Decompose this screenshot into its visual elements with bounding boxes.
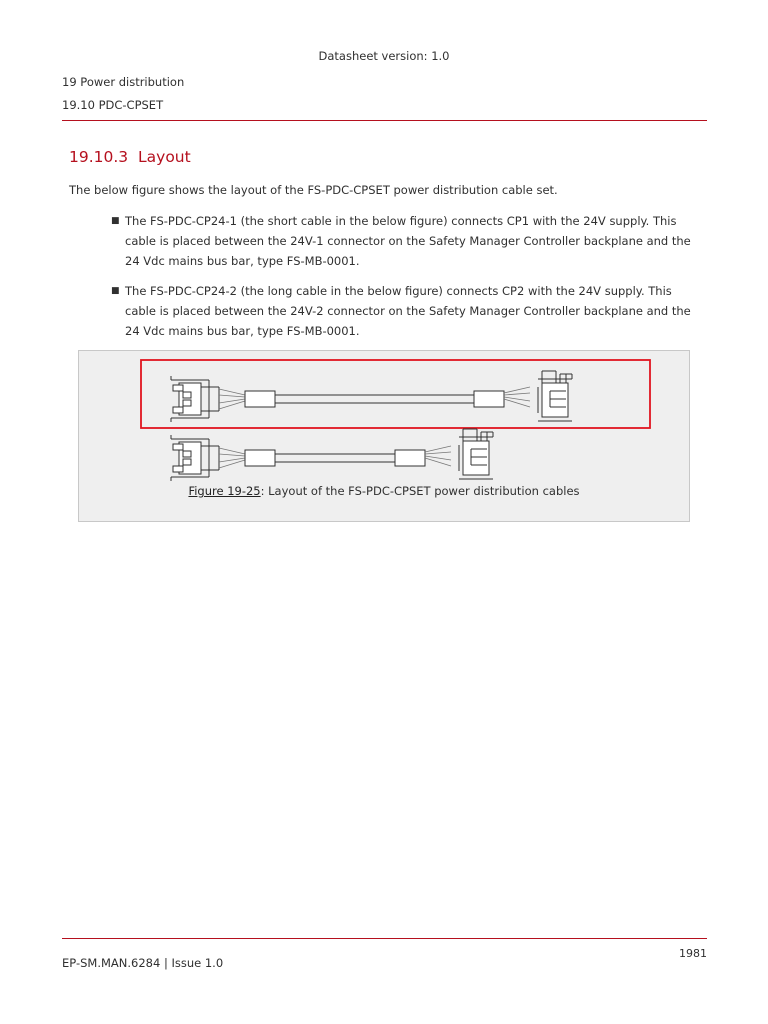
figure-caption-text: : Layout of the FS-PDC-CPSET power distribution cables (260, 484, 580, 498)
figure-caption-label[interactable]: Figure 19-25 (188, 484, 261, 498)
short-cable (171, 371, 572, 422)
list-item (110, 281, 700, 341)
intro-paragraph: The below figure shows the layout of the FS-PDC-CPSET power distribution cable set. (69, 183, 558, 197)
list-item-text: The FS-PDC-CP24-1 (the short cable in the below figure) connects CP1 with the 24V supply. This cable is placed between the 24V-1 connector on the Safety Manager Controller backplane and the 24 Vdc mains bus bar, type FS-MB-0001. (125, 214, 691, 268)
bullet-icon: ■ (111, 286, 120, 296)
figure-caption (0, 484, 768, 498)
long-cable (171, 429, 493, 481)
page-number: 1981 (679, 947, 707, 960)
header-rule (62, 120, 707, 121)
highlight-frame (141, 360, 650, 428)
list-item (110, 211, 700, 271)
bullet-list (110, 211, 700, 351)
document-id: EP-SM.MAN.6284 | Issue 1.0 (62, 956, 224, 970)
version-line: Datasheet version: 1.0 (318, 49, 450, 63)
subsection-heading: 19.10.3 Layout (69, 148, 191, 166)
bullet-icon: ■ (111, 216, 120, 226)
footer-rule (62, 938, 707, 939)
list-item-text: The FS-PDC-CP24-2 (the long cable in the below figure) connects CP2 with the 24V supply. This cable is placed between the 24V-2 connector on the Safety Manager Controller backplane and the 24 Vdc mains bus bar, type FS-MB-0001. (125, 284, 691, 338)
section-title: 19.10 PDC-CPSET (62, 98, 164, 112)
chapter-title: 19 Power distribution (62, 75, 185, 89)
